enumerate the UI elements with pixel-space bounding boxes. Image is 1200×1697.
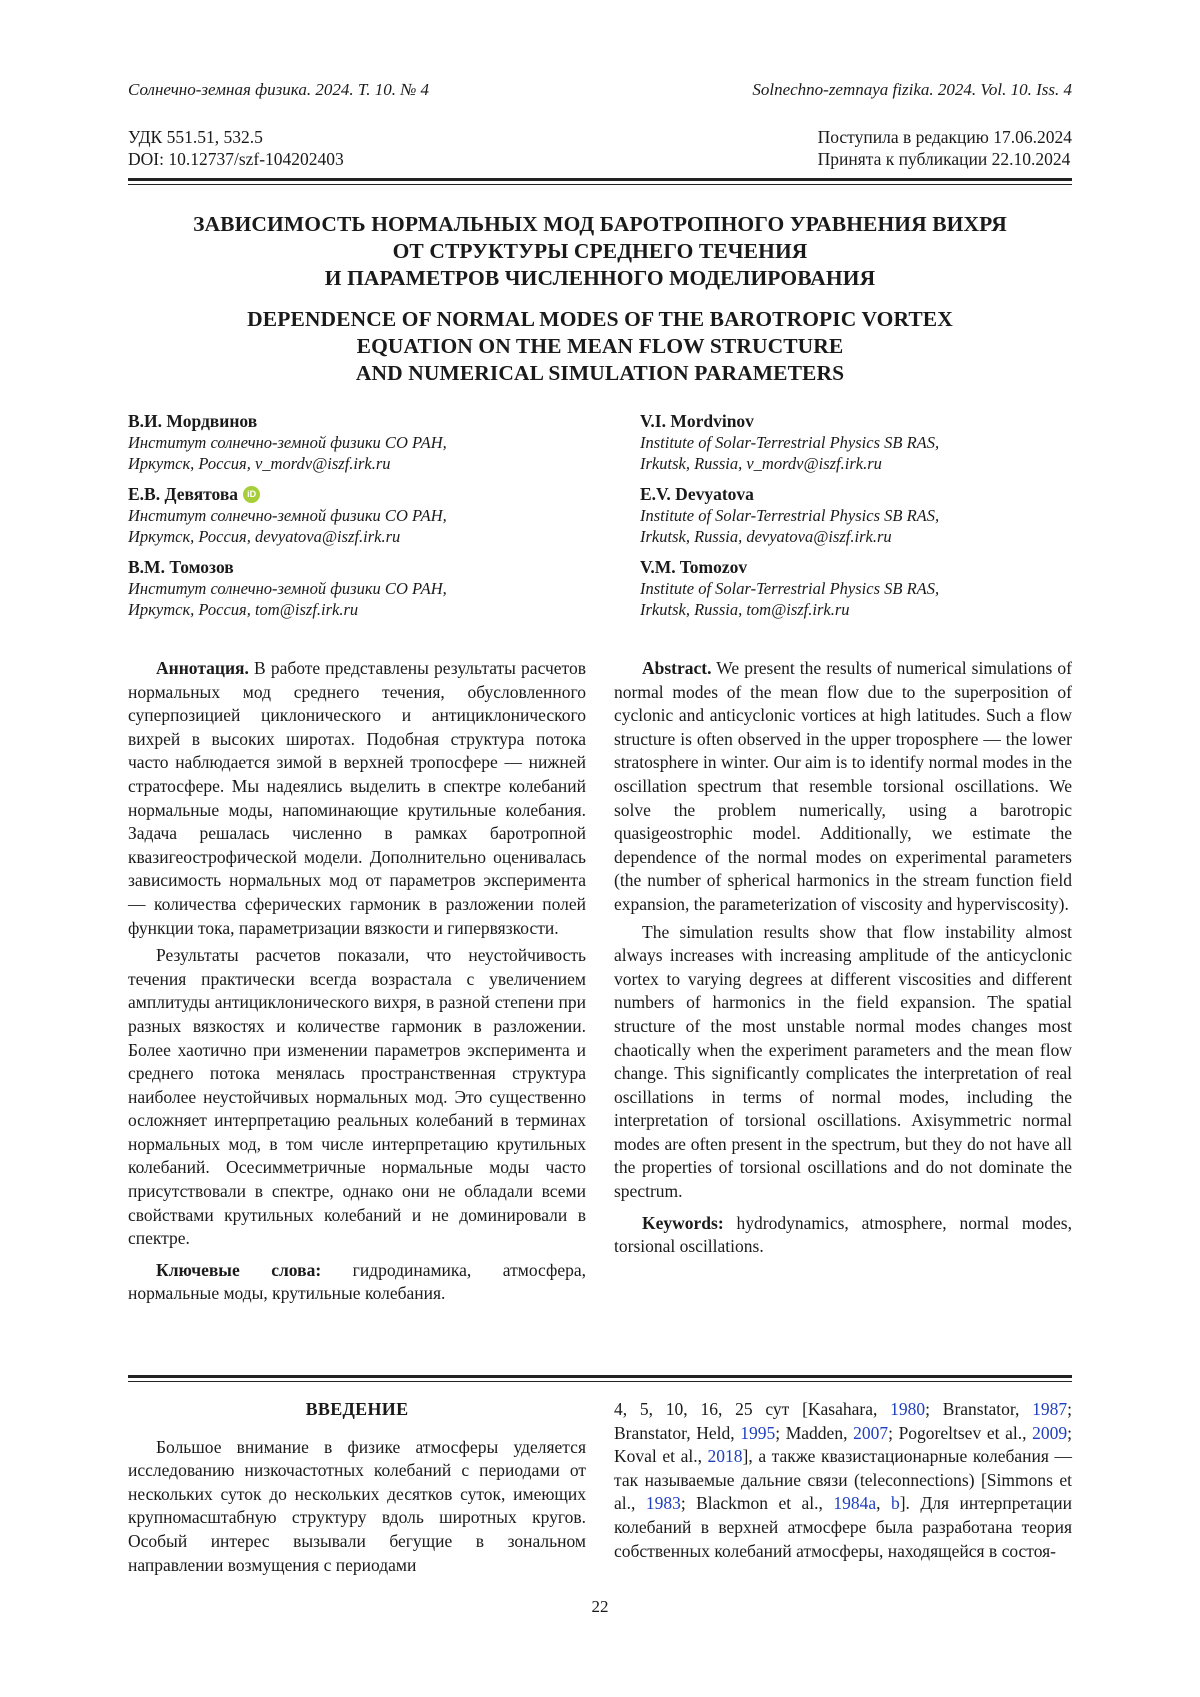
author-location	[640, 526, 1100, 547]
keywords-ru-text: гидродинамика, атмосфера, нормальные моды, крутильные колебания.	[128, 1259, 586, 1304]
keywords-en-text: hydrodynamics, atmosphere, normal modes, torsional oscillations.	[614, 1212, 1072, 1257]
abstract-en-label: Abstract.	[642, 658, 712, 678]
location-text: Иркутск, Россия,	[128, 454, 255, 473]
author-email[interactable]: v_mordv@iszf.irk.ru	[746, 454, 882, 473]
ref-text: ], а также квазистационарные колебания — так называемые дальние связи (teleconnections) [Simmons et al.,	[614, 1446, 1072, 1514]
ref-text: ,	[876, 1493, 891, 1514]
reference-link[interactable]: 1984a	[833, 1493, 877, 1514]
accepted-date: Принята к публикации 22.10.2024	[817, 149, 1071, 169]
author-name: В.И. Мордвинов	[128, 411, 258, 431]
author-affiliation: Institute of Solar-Terrestrial Physics SB RAS,	[640, 579, 940, 598]
reference-link[interactable]: 2007	[853, 1422, 889, 1443]
reference-link[interactable]: 1980	[890, 1399, 926, 1419]
intro-paragraph: Большое внимание в физике атмосферы уделяется исследованию низкочастотных колебаний с периодами от нескольких суток до нескольких десятков суток, имеющих крупномасштабную структуру вдоль широтных кругов. Особый интерес вызывали бегущие в зональном направлении возмущения с периодами	[128, 1436, 586, 1575]
reference-link[interactable]: 1995	[740, 1422, 776, 1443]
author-block	[128, 410, 588, 474]
orcid-icon[interactable]: iD	[243, 486, 260, 503]
authors-russian	[128, 410, 588, 629]
abstract-english	[614, 657, 1072, 1259]
author-name: В.М. Томозов	[128, 557, 234, 577]
section-rule-thick	[128, 1375, 1072, 1378]
author-block	[640, 410, 1100, 474]
ref-text: ; Branstator, Held,	[614, 1399, 1072, 1443]
authors-english	[640, 410, 1100, 629]
author-block	[128, 483, 588, 547]
location-text: Irkutsk, Russia,	[640, 454, 747, 473]
ref-text: ]. Для интерпретации колебаний в верхней атмосфере была разработана теория собственных колебаний атмосферы, находящейся в состоя-	[614, 1493, 1072, 1561]
author-affiliation: Институт солнечно-земной физики СО РАН,	[128, 506, 447, 525]
author-name: E.V. Devyatova	[640, 484, 754, 504]
author-location	[128, 599, 588, 620]
author-name-row	[128, 483, 588, 505]
ref-text: ; Branstator,	[925, 1399, 1033, 1419]
reference-link[interactable]: 1983	[645, 1493, 681, 1514]
title-ru-line: ЗАВИСИМОСТЬ НОРМАЛЬНЫХ МОД БАРОТРОПНОГО УРАВНЕНИЯ ВИХРЯ	[193, 212, 1007, 236]
abstract-en-paragraph: The simulation results show that flow instability almost always increases with increasing amplitude of the anticyclonic vortex to varying degrees at different viscosities and different numbers of harmonics in the field expansion. The spatial structure of the most unstable normal modes changes most chaotically when the experiment parameters and the mean flow change. This significantly complicates the interpretation of real oscillations in terms of normal modes, including the interpretation of torsional oscillations. Axisymmetric normal modes are often present in the spectrum, but they do not have all the properties of torsional oscillations and do not dominate the spectrum.	[614, 921, 1072, 1202]
location-text: Иркутск, Россия,	[128, 527, 255, 546]
reference-link[interactable]: 2009	[1032, 1422, 1068, 1443]
title-ru-line: ОТ СТРУКТУРЫ СРЕДНЕГО ТЕЧЕНИЯ	[392, 239, 808, 263]
keywords-ru-label: Ключевые слова:	[156, 1259, 322, 1280]
author-email[interactable]: v_mordv@iszf.irk.ru	[254, 454, 391, 473]
author-affiliation: Институт солнечно-земной физики СО РАН,	[128, 433, 447, 452]
top-rule-thin	[128, 184, 1072, 185]
page-number: 22	[591, 1597, 609, 1616]
intro-paragraph-continued	[614, 1398, 1072, 1563]
ref-text: ; Koval et al.,	[614, 1422, 1072, 1467]
abstract-en-text: We present the results of numerical simulations of normal modes of the mean flow due to the superposition of cyclonic and anticyclonic vortices at high latitudes. Such a flow structure is often observed in the upper troposphere — the lower stratosphere in winter. Our aim is to identify normal modes in the oscillation spectrum that resemble torsional oscillations. We solve the problem numerically, using a barotropic quasigeostrophic model. Additionally, we estimate the dependence of the normal modes on experimental parameters (the number of spherical harmonics in the stream function field expansion, the parameterization of viscosity and hyperviscosity).	[614, 658, 1072, 914]
title-english	[128, 306, 1072, 387]
author-location	[128, 526, 588, 547]
title-ru-line: И ПАРАМЕТРОВ ЧИСЛЕННОГО МОДЕЛИРОВАНИЯ	[324, 266, 876, 290]
author-name: V.M. Tomozov	[640, 557, 748, 577]
intro-right-column	[614, 1398, 1072, 1563]
author-affiliation: Институт солнечно-земной физики СО РАН,	[128, 579, 447, 598]
author-block	[128, 556, 588, 620]
title-russian	[128, 211, 1072, 292]
udk-code: УДК 551.51, 532.5	[128, 127, 263, 147]
author-location	[128, 453, 588, 474]
author-block	[640, 483, 1100, 547]
section-heading-introduction: ВВЕДЕНИЕ	[305, 1399, 409, 1419]
abstract-ru-text: В работе представлены результаты расчетов нормальных мод среднего течения, обусловленного суперпозицией циклонического и антициклонического вихрей в высоких широтах. Подобная структура потока часто наблюдается зимой в верхней тропосфере — нижней стратосфере. Мы надеялись выделить в спектре колебаний нормальные моды, напоминающие крутильные колебания. Задача решалась численно в рамках баротропной квазигеострофической модели. Дополнительно оценивалась зависимость нормальных мод от параметров эксперимента — количества сферических гармоник в разложении полей функции тока, параметризации вязкости и гипервязкости.	[128, 658, 586, 938]
reference-link[interactable]: b	[890, 1493, 900, 1514]
location-text: Irkutsk, Russia,	[640, 600, 747, 619]
location-text: Irkutsk, Russia,	[640, 527, 747, 546]
author-block	[640, 556, 1100, 620]
author-location	[640, 453, 1100, 474]
article-identifiers	[128, 126, 344, 170]
author-name: V.I. Mordvinov	[640, 411, 754, 431]
section-rule-thin	[128, 1381, 1072, 1382]
reference-link[interactable]: 1987	[1032, 1399, 1068, 1419]
abstract-ru-label: Аннотация.	[156, 658, 249, 678]
title-en-line: AND NUMERICAL SIMULATION PARAMETERS	[355, 361, 845, 385]
author-email[interactable]: devyatova@iszf.irk.ru	[254, 527, 401, 546]
ref-text: ; Madden,	[775, 1422, 854, 1443]
article-dates	[818, 126, 1072, 170]
author-affiliation: Institute of Solar-Terrestrial Physics SB RAS,	[640, 433, 940, 452]
ref-text: ; Blackmon et al.,	[680, 1493, 834, 1514]
received-date: Поступила в редакцию 17.06.2024	[817, 127, 1072, 147]
author-email[interactable]: tom@iszf.irk.ru	[254, 600, 359, 619]
location-text: Иркутск, Россия,	[128, 600, 255, 619]
abstract-ru-paragraph: Результаты расчетов показали, что неустойчивость течения практически всегда возрастала с увеличением амплитуды антициклонического вихря, в разной степени при разных вязкостях и количестве гармоник в разложении. Более хаотично при изменении параметров эксперимента и среднего потока менялась пространственная структура наиболее неустойчивых нормальных мод. Это существенно осложняет интерпретацию реальных колебаний в терминах нормальных мод, в том числе интерпретацию крутильных колебаний. Осесимметричные нормальные моды часто присутствовали в спектре, однако они не обладали всеми свойствами крутильных колебаний и не доминировали в спектре.	[128, 945, 586, 1249]
ref-text: ; Pogoreltsev et al.,	[888, 1422, 1033, 1443]
intro-left-column	[128, 1398, 586, 1577]
author-email[interactable]: tom@iszf.irk.ru	[746, 600, 850, 619]
abstract-ru-paragraph	[128, 657, 586, 940]
journal-header-en: Solnechno-zemnaya fizika. 2024. Vol. 10. Iss. 4	[752, 80, 1072, 99]
abstract-russian	[128, 657, 586, 1306]
top-rule-thick	[128, 178, 1072, 181]
keywords-en-label: Keywords:	[642, 1212, 724, 1233]
keywords-ru	[128, 1259, 586, 1306]
journal-header-ru: Солнечно-земная физика. 2024. Т. 10. № 4	[128, 80, 429, 99]
abstract-en-paragraph	[614, 657, 1072, 917]
reference-link[interactable]: 2018	[707, 1446, 743, 1467]
author-email[interactable]: devyatova@iszf.irk.ru	[746, 527, 892, 546]
author-affiliation: Institute of Solar-Terrestrial Physics SB RAS,	[640, 506, 940, 525]
author-location	[640, 599, 1100, 620]
title-en-line: DEPENDENCE OF NORMAL MODES OF THE BAROTROPIC VORTEX	[247, 307, 953, 331]
keywords-en	[614, 1212, 1072, 1259]
doi: DOI: 10.12737/szf-104202403	[128, 149, 344, 169]
author-name: Е.В. Девятова	[128, 484, 239, 504]
title-en-line: EQUATION ON THE MEAN FLOW STRUCTURE	[356, 334, 844, 358]
ref-text: 4, 5, 10, 16, 25 сут [Kasahara,	[614, 1399, 891, 1419]
